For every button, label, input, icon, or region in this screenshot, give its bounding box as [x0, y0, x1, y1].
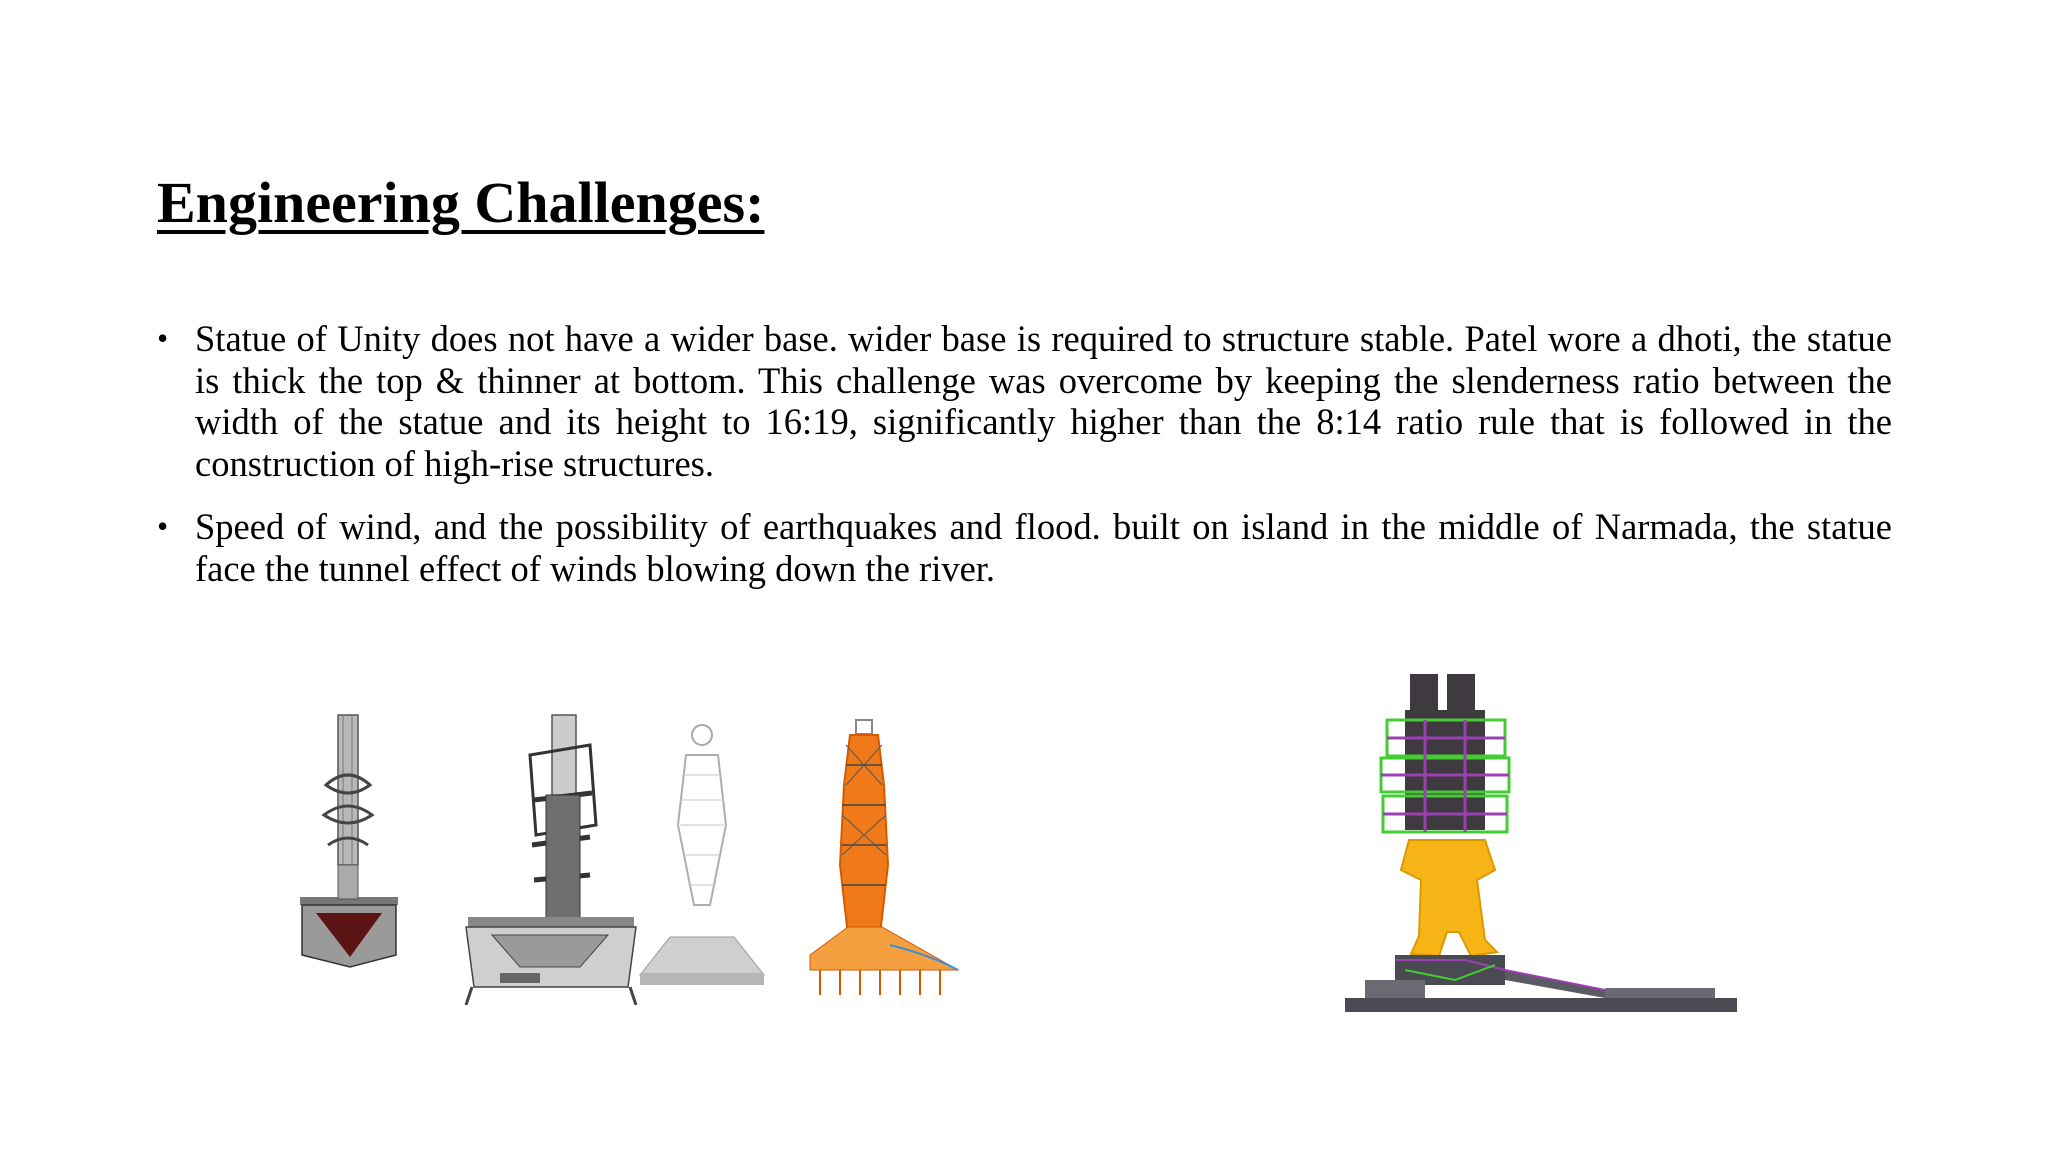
statue-core-model-image: [1335, 670, 1755, 1030]
stage-2-frame: [466, 715, 636, 1005]
bullet-list: [157, 318, 1892, 611]
stage-4-analysis-model: [810, 720, 958, 995]
bullet-text: Speed of wind, and the possibility of earthquakes and flood. built on island in the middle of Narmada, the statue face the tunnel effect of winds blowing down the river.: [195, 506, 1892, 589]
bullet-item-slenderness: [157, 318, 1892, 484]
slide-title: Engineering Challenges:: [157, 170, 765, 235]
stage-1-core: [300, 715, 398, 967]
bullet-marker: •: [157, 320, 169, 356]
bullet-item-wind: [157, 506, 1892, 589]
truss-frame-upper: [1381, 720, 1509, 832]
structural-frame-stages-image: [290, 705, 970, 1005]
bullet-text: Statue of Unity does not have a wider base. wider base is required to structure stable. Patel wore a dhoti, the statue is thick the top & thinner at bottom. This challenge was overcome by keeping the slenderness ratio between the width of the statue and its height to 16:19, significantly higher than the 8:14 ratio rule that is followed in the construction of high-rise structures.: [195, 318, 1892, 484]
stage-3-cladding-frame: [640, 725, 764, 985]
bullet-marker: •: [157, 508, 169, 544]
